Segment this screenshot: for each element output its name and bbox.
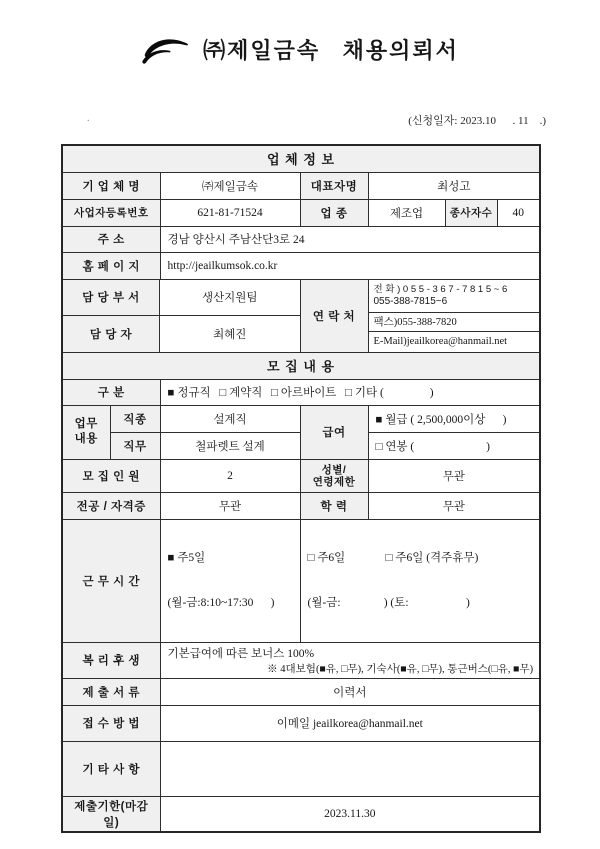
email-value: E-Mail)jeailkorea@hanmail.net (373, 336, 508, 347)
work-content-label-line1: 업무 (74, 418, 98, 430)
contact-left-block (62, 279, 300, 352)
fax-cell (369, 313, 540, 332)
welfare-cell (160, 642, 540, 678)
company-info-section-title: 업 체 정 보 (62, 145, 540, 172)
row-documents (62, 678, 540, 705)
major-cert-label: 전공 / 자격증 (62, 492, 160, 519)
headcount-value: 2 (160, 459, 300, 492)
email-cell (369, 332, 540, 352)
page-title: ㈜제일금속 채용의뢰서 (203, 38, 459, 63)
row-working-hours (62, 519, 540, 642)
work-content-label-line2: 내용 (74, 433, 98, 445)
row-major-cert (62, 492, 540, 519)
ceo-value: 최성고 (368, 172, 540, 199)
major-cert-value: 무관 (160, 492, 300, 519)
business-reg-label: 사업자등록번호 (62, 199, 160, 226)
contact-detail-grid (369, 280, 540, 352)
pay-monthly-checkbox: ■ 월급 ( 2,500,000이상 ) (368, 405, 540, 432)
contact-label: 연 락 처 (300, 279, 368, 352)
welfare-line2: ※ 4대보험(■유, □무), 기숙사(■유, □무), 통근버스(□유, ■무) (267, 663, 534, 675)
row-headcount (62, 459, 540, 492)
documents-label: 제 출 서 류 (62, 678, 160, 705)
recruit-section-title: 모 집 내 용 (62, 352, 540, 379)
stray-mark: . (87, 113, 90, 124)
employee-count-label: 종사자수 (445, 199, 497, 226)
apply-method-label: 접 수 방 법 (62, 705, 160, 741)
homepage-label: 홈 페 이 지 (62, 252, 160, 279)
row-deadline (62, 796, 540, 832)
gender-age-label-line2: 연령제한 (312, 475, 356, 488)
business-reg-value: 621-81-71524 (160, 199, 300, 226)
dept-label: 담 당 부 서 (63, 280, 160, 316)
contact-right-block (368, 279, 540, 352)
hours-5day-line1: ■ 주5일 (167, 551, 206, 564)
manager-value: 최혜진 (213, 328, 247, 341)
homepage-value: http://jeailkumsok.co.kr (160, 252, 540, 279)
row-contact-section (62, 279, 540, 352)
work-content-label (62, 405, 110, 459)
hours-6day-line2: (월-금: ) (토: ) (307, 596, 470, 609)
working-hours-label: 근 무 시 간 (62, 519, 160, 642)
phone-line1: 전 화 ) 0 5 5 - 3 6 7 - 7 8 1 5 ~ 6 (373, 283, 508, 295)
duty-label: 직무 (110, 432, 160, 459)
dept-manager-grid (63, 280, 300, 352)
deadline-label: 제출기한(마감일) (62, 796, 160, 832)
row-welfare (62, 642, 540, 678)
industry-value: 제조업 (368, 199, 445, 226)
hours-5day-line2: (월-금:8:10~17:30 ) (167, 596, 275, 609)
row-employment-type (62, 379, 540, 405)
recruitment-form-table (61, 144, 541, 833)
row-registration (62, 199, 540, 226)
apply-method-value: 이메일 jeailkorea@hanmail.net (160, 705, 540, 741)
manager-label: 담 당 자 (63, 316, 160, 352)
application-date: (신청일자: 2023.10 . 11 .) (408, 115, 546, 127)
section-recruit-info (62, 352, 540, 379)
jobtype-value: 설계직 (160, 405, 300, 432)
hours-5day-cell (160, 519, 300, 642)
row-jobtype (62, 405, 540, 432)
employment-type-label: 구 분 (62, 379, 160, 405)
address-label: 주 소 (62, 226, 160, 252)
phone-line2: 055-388-7815~6 (373, 295, 448, 307)
document-header (0, 34, 600, 65)
documents-value: 이력서 (160, 678, 540, 705)
dept-value: 생산지원팀 (160, 280, 300, 316)
pay-annual-checkbox: □ 연봉 ( ) (368, 432, 540, 459)
ceo-label: 대표자명 (300, 172, 368, 199)
row-homepage (62, 252, 540, 279)
hours-6day-cell (300, 519, 540, 642)
gender-age-value: 무관 (368, 459, 540, 492)
row-company-name (62, 172, 540, 199)
deadline-value: 2023.11.30 (160, 796, 540, 832)
etc-value (160, 741, 540, 796)
pay-label: 급여 (300, 405, 368, 459)
row-etc (62, 741, 540, 796)
row-address (62, 226, 540, 252)
fax-value: 팩스)055-388-7820 (373, 317, 457, 328)
jobtype-label: 직종 (110, 405, 160, 432)
headcount-label: 모 집 인 원 (62, 459, 160, 492)
duty-value: 철파렛트 설계 (160, 432, 300, 459)
industry-label: 업 종 (300, 199, 368, 226)
hours-6day-line1: □ 주6일 □ 주6일 (격주휴무) (307, 551, 479, 564)
employee-count-value: 40 (497, 199, 540, 226)
gender-age-label-line1: 성별/ (321, 463, 347, 476)
row-apply-method (62, 705, 540, 741)
company-name-value: ㈜제일금속 (160, 172, 300, 199)
company-swoosh-logo-icon (141, 35, 191, 65)
company-name-label: 기 업 체 명 (62, 172, 160, 199)
address-value: 경남 양산시 주남산단3로 24 (160, 226, 540, 252)
welfare-line1: 기본급여에 따른 보너스 100% (167, 647, 315, 660)
phone-cell (369, 280, 540, 313)
employment-type-checkboxes: ■ 정규직 □ 계약직 □ 아르바이트 □ 기타 ( ) (160, 379, 540, 405)
section-company-info (62, 145, 540, 172)
education-value: 무관 (368, 492, 540, 519)
gender-age-label (300, 459, 368, 492)
welfare-label: 복 리 후 생 (62, 642, 160, 678)
etc-label: 기 타 사 항 (62, 741, 160, 796)
education-label: 학 력 (300, 492, 368, 519)
